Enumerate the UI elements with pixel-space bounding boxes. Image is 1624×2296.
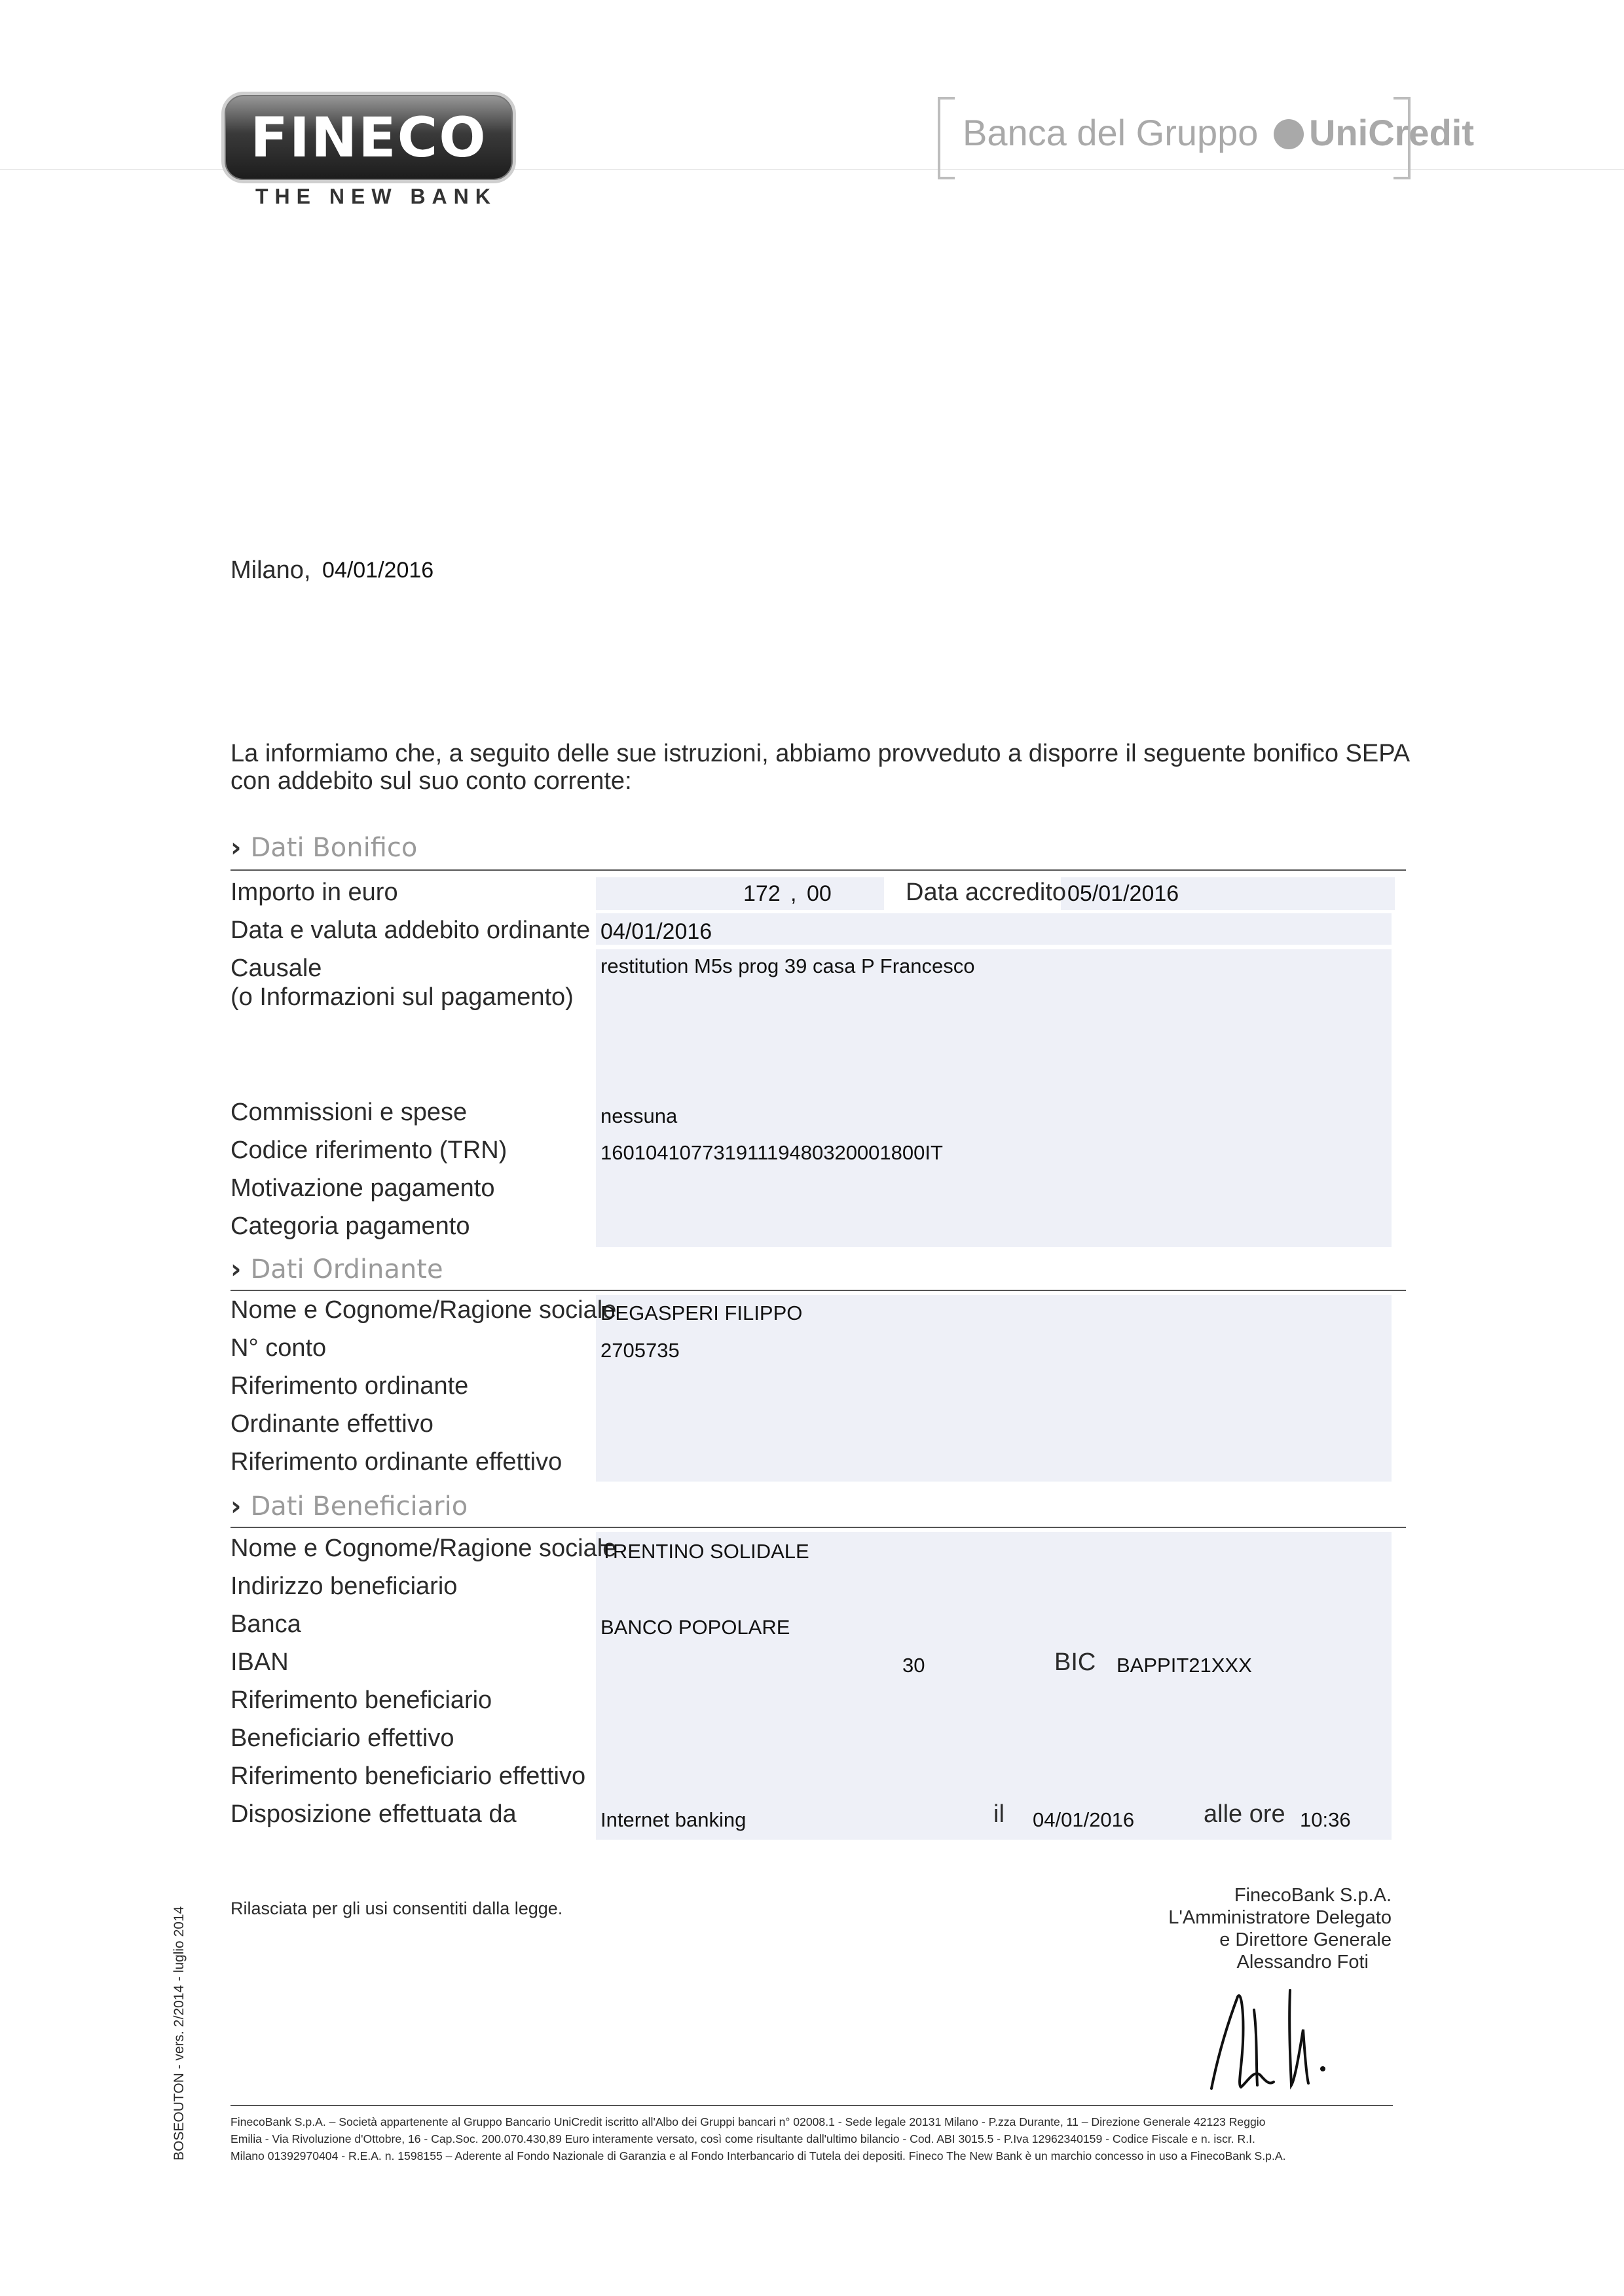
intro-line-2: con addebito sul suo conto corrente: [231,767,632,795]
sig-line-3: e Direttore Generale [1219,1929,1392,1950]
commissioni-value: nessuna [600,1104,678,1127]
section-dati-beneficiario [231,1491,468,1522]
group-name: UniCredit [1308,112,1474,153]
section-rule [231,869,1406,871]
importo-label: Importo in euro [231,879,398,906]
disposizione-label: Disposizione effettuata da [231,1800,517,1828]
footer-line-2: Emilia - Via Rivoluzione d'Ottobre, 16 - Cap.Soc. 200.070.430,89 Euro interamente versato, così come risultante dall'ultimo bilancio - Cod. ABI 3015.5 - P.Iva 12962340159 - Codice Fiscale e n. iscr. R.I. [231,2132,1255,2145]
rif-ordinante-effettivo-label: Riferimento ordinante effettivo [231,1448,563,1476]
ordinante-nome-label: Nome e Cognome/Ragione sociale [231,1296,617,1324]
bic-value: BAPPIT21XXX [1116,1654,1252,1677]
commissioni-label: Commissioni e spese [231,1099,468,1126]
data-valuta-bg [596,913,1392,945]
il-label: il [993,1800,1005,1828]
iban-value: 30 [902,1654,925,1677]
beneficiario-nome-value: TRENTINO SOLIDALE [600,1540,809,1563]
form-version-code: BOSEOUTON - vers. 2/2014 - luglio 2014 [172,1906,187,2160]
section-dati-ordinante [231,1254,443,1285]
categoria-label: Categoria pagamento [231,1212,470,1240]
ore-value: 10:36 [1300,1808,1351,1831]
ordinante-nome-value: DEGASPERI FILIPPO [600,1302,803,1324]
rif-beneficiario-effettivo-label: Riferimento beneficiario effettivo [231,1762,586,1790]
beneficiario-effettivo-label: Beneficiario effettivo [231,1724,454,1752]
importo-field-bg [596,877,884,910]
disposizione-value: Internet banking [600,1808,747,1831]
section-rule [231,1527,1406,1528]
section-title: Dati Ordinante [250,1254,443,1285]
banca-label: Banca [231,1611,301,1638]
handwritten-signature [1192,1971,1349,2102]
chevron-right-icon: › [231,1254,242,1285]
conto-value: 2705735 [600,1339,680,1362]
data-accredito-label: Data accredito [906,879,1067,906]
data-valuta-value: 04/01/2016 [600,919,712,944]
section-rule [231,1290,1406,1291]
sig-line-2: L'Amministratore Delegato [1168,1907,1392,1928]
rif-ordinante-label: Riferimento ordinante [231,1372,469,1400]
beneficiario-block-bg [596,1532,1392,1840]
logo-tagline: THE NEW BANK [255,185,497,208]
sig-line-4: Alessandro Foti [1236,1952,1369,1973]
sig-line-1: FinecoBank S.p.A. [1234,1885,1392,1906]
bic-label: BIC [1054,1649,1096,1676]
data-valuta-label: Data e valuta addebito ordinante [231,917,591,944]
footer-line-1: FinecoBank S.p.A. – Società appartenente al Gruppo Bancario UniCredit iscritto all'Albo dei Gruppi bancari n° 02008.1 - Sede legale 20131 Milano - P.zza Durante, 11 – Direzione Generale 42123 Reggio [231,2115,1266,2128]
beneficiario-nome-label: Nome e Cognome/Ragione sociale [231,1535,617,1562]
il-date-value: 04/01/2016 [1033,1808,1135,1831]
banca-value: BANCO POPOLARE [600,1616,790,1639]
footer-line-3: Milano 01392970404 - R.E.A. n. 1598155 – Aderente al Fondo Nazionale di Garanzia e al Fondo Interbancario di Tutela dei depositi. Fineco The New Bank è un marchio concesso in uso a FinecoBank S.p.A. [231,2149,1286,2162]
letter-date: 04/01/2016 [322,558,434,583]
importo-dec: 00 [807,881,832,906]
causale-label-2: (o Informazioni sul pagamento) [231,983,574,1011]
conto-label: N° conto [231,1334,327,1362]
group-prefix: Banca del Gruppo [963,112,1259,153]
chevron-right-icon: › [231,833,242,863]
causale-value: restitution M5s prog 39 casa P Francesco [600,955,975,977]
footer-rule [231,2105,1393,2106]
signature-block [982,1884,1392,1973]
trn-value: 16010410773191119480320001800IT [600,1141,943,1164]
footer-text [231,2113,1396,2164]
chevron-right-icon: › [231,1491,242,1522]
data-accredito-value: 05/01/2016 [1067,881,1179,906]
rif-beneficiario-label: Riferimento beneficiario [231,1686,492,1714]
iban-label: IBAN [231,1649,289,1676]
unicredit-bracket-left [938,97,955,179]
section-title: Dati Beneficiario [250,1491,468,1522]
motivazione-label: Motivazione pagamento [231,1175,495,1202]
ore-label: alle ore [1204,1800,1285,1828]
rilasciata-text: Rilasciata per gli usi consentiti dalla legge. [231,1899,563,1918]
fineco-logo: FINECO [221,92,516,183]
section-title: Dati Bonifico [250,833,418,863]
ordinante-effettivo-label: Ordinante effettivo [231,1410,434,1438]
trn-label: Codice riferimento (TRN) [231,1137,507,1164]
place-label: Milano, [231,556,311,584]
causale-label: Causale [231,955,322,982]
importo-sep: , [790,881,797,906]
commissioni-block-bg [596,1100,1392,1247]
unicredit-icon [1274,119,1304,149]
importo-int: 172 [743,881,781,906]
indirizzo-label: Indirizzo beneficiario [231,1573,458,1600]
section-dati-bonifico [231,833,417,863]
intro-line-1: La informiamo che, a seguito delle sue istruzioni, abbiamo provveduto a disporre il seguente bonifico SEPA [231,740,1411,767]
unicredit-logo [963,111,1474,154]
